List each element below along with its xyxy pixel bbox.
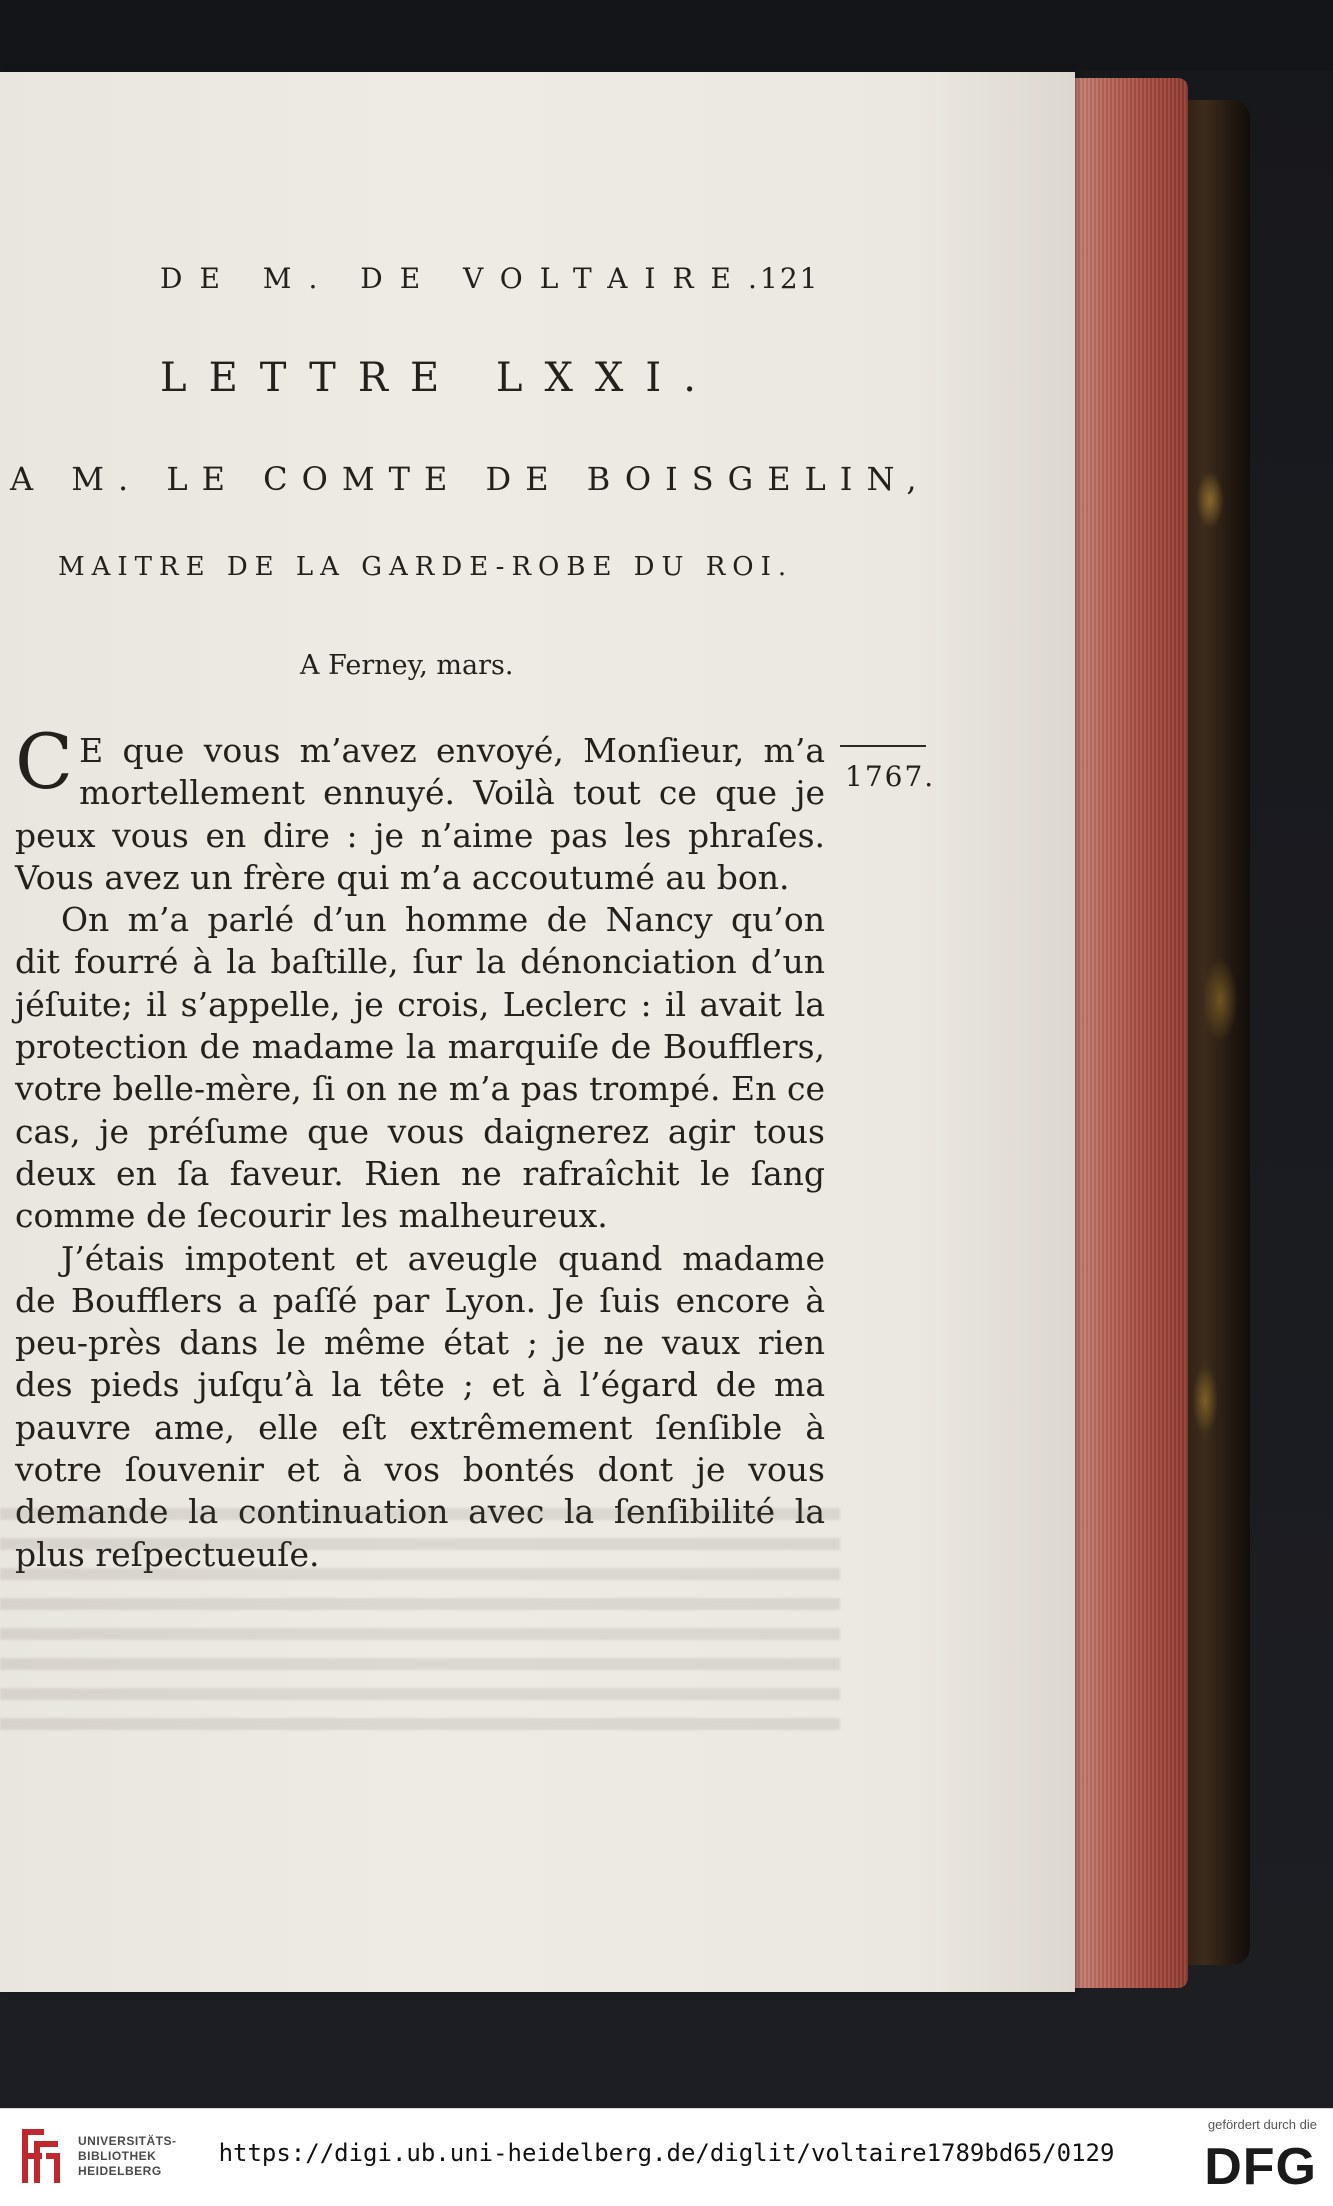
- show-through-text: [0, 1490, 840, 1730]
- viewer-footer: [0, 2108, 1333, 2206]
- letter-subtitle: MAITRE DE LA GARDE-ROBE DU ROI.: [58, 552, 794, 582]
- letter-addressee: A M. LE COMTE DE BOISGELIN,: [10, 460, 931, 498]
- page-number: 121: [760, 262, 820, 295]
- running-head: DE M. DE VOLTAIRE.: [160, 262, 774, 295]
- book-cover-edge: [1180, 100, 1250, 1965]
- margin-rule: [840, 745, 926, 747]
- drop-cap: C: [15, 717, 74, 806]
- letter-title: LETTRE LXXI.: [160, 355, 718, 401]
- funder-caption: gefördert durch die: [1207, 2117, 1317, 2132]
- letter-body: [15, 717, 825, 1576]
- margin-year: 1767.: [845, 760, 936, 793]
- dfg-logo: DFG: [1204, 2138, 1317, 2196]
- place-date: A Ferney, mars.: [300, 650, 514, 681]
- library-name-line: UNIVERSITÄTS-: [78, 2134, 177, 2148]
- paragraph: J’étais impotent et aveugle quand madame de Boufflers a paſſé par Lyon. Je ſuis encore à peu-près dans le même état ; je ne vaux rien des pieds juſqu’à la tête ; et à l’égard de ma pauvre ame, elle eſt extrêmement ſenſible à votre ſouvenir et à vos bontés dont je vous demande la continuation avec la ſenſibilité la plus reſpectueuſe.: [15, 1238, 825, 1574]
- paragraph-text: E que vous m’avez envoyé, Monſieur, m’a mortellement ennuyé. Voilà tout ce que je peux vous en dire : je n’aime pas les phraſes. Vous avez un frère qui m’a accoutumé au bon.: [15, 731, 825, 897]
- paragraph: On m’a parlé d’un homme de Nancy qu’on dit fourré à la baſtille, ſur la dénonciation d’un jéſuite; il s’appelle, je crois, Leclerc : il avait la protection de madame la marquiſe de Boufflers, votre belle-mère, ſi on ne m’a pas trompé. En ce cas, je préſume que vous daignerez agir tous deux en ſa faveur. Rien ne rafraîchit le ſang comme de ſecourir les malheureux.: [15, 900, 825, 1236]
- permalink-url[interactable]: https://digi.ub.uni-heidelberg.de/diglit/voltaire1789bd65/0129: [218, 2139, 1115, 2167]
- page-edges: [1068, 78, 1188, 1988]
- paragraph: [15, 717, 825, 899]
- scan-gutter: [0, 0, 1333, 70]
- library-name-line: BIBLIOTHEK: [78, 2149, 157, 2163]
- library-name-line: HEIDELBERG: [78, 2164, 162, 2178]
